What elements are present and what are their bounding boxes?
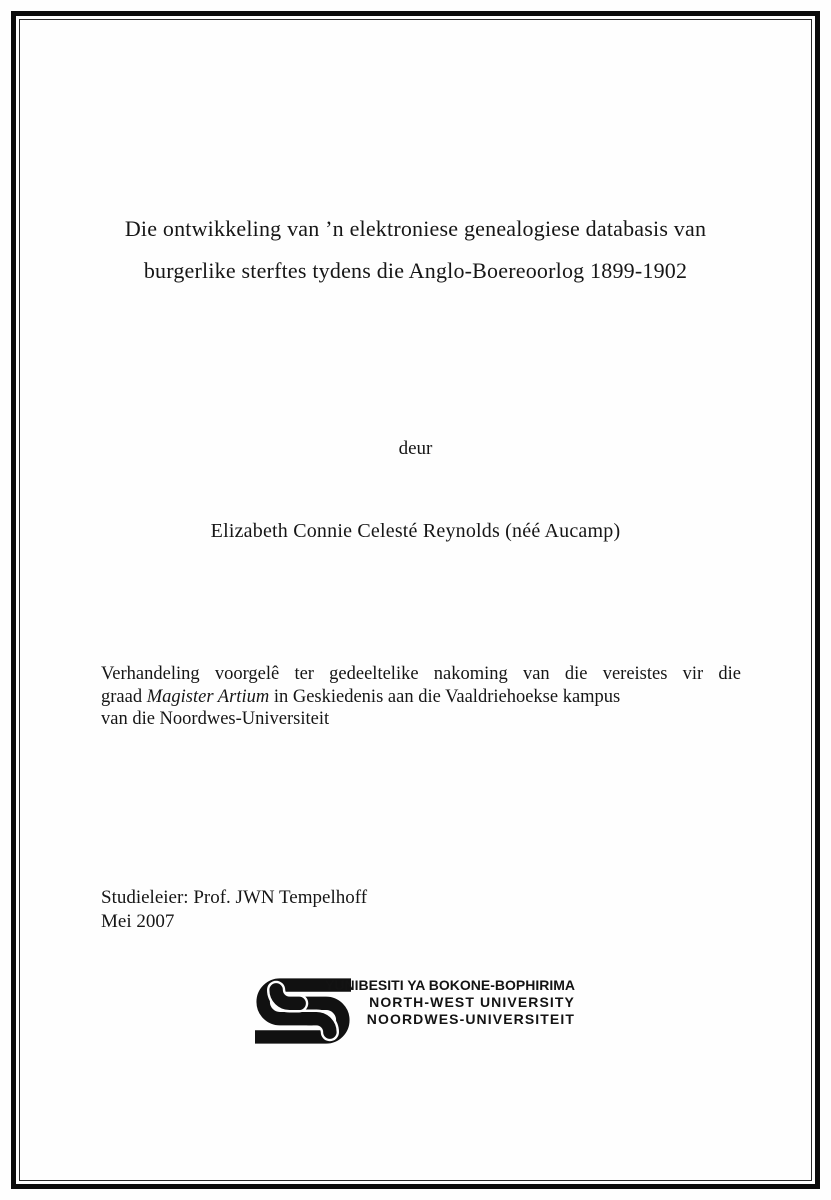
thesis-title-line-1: Die ontwikkeling van ’n elektroniese genealogiese databasis van bbox=[124, 216, 707, 241]
logo-text-afrikaans: NOORDWES-UNIVERSITEIT bbox=[366, 1011, 575, 1027]
degree-statement bbox=[101, 663, 741, 731]
degree-name-italic: Magister Artium bbox=[146, 686, 270, 707]
logo-text-setswana: YUNIBESITI YA BOKONE-BOPHIRIMA bbox=[325, 977, 575, 993]
byline: deur bbox=[398, 438, 433, 459]
university-logo-text bbox=[319, 977, 575, 1028]
degree-statement-line-2-post: in Geskiedenis aan die Vaaldriehoekse kampus bbox=[269, 686, 621, 707]
supervisor-block bbox=[101, 886, 367, 934]
degree-statement-line-2 bbox=[101, 686, 741, 709]
degree-statement-line-3: van die Noordwes-Universiteit bbox=[101, 709, 330, 729]
university-logo bbox=[255, 974, 585, 1052]
logo-text-english: NORTH-WEST UNIVERSITY bbox=[369, 994, 575, 1010]
degree-statement-line-1: Verhandeling voorgelê ter gedeeltelike nakoming van die vereistes vir die bbox=[101, 664, 741, 684]
degree-statement-line-2-pre: graad bbox=[101, 686, 147, 707]
thesis-title bbox=[60, 208, 771, 292]
supervisor-line: Studieleier: Prof. JWN Tempelhoff bbox=[101, 887, 368, 908]
date-line: Mei 2007 bbox=[101, 911, 175, 932]
thesis-title-line-2: burgerlike sterftes tydens die Anglo-Boereoorlog 1899-1902 bbox=[143, 258, 688, 283]
author-name: Elizabeth Connie Celesté Reynolds (néé Aucamp) bbox=[210, 520, 621, 542]
